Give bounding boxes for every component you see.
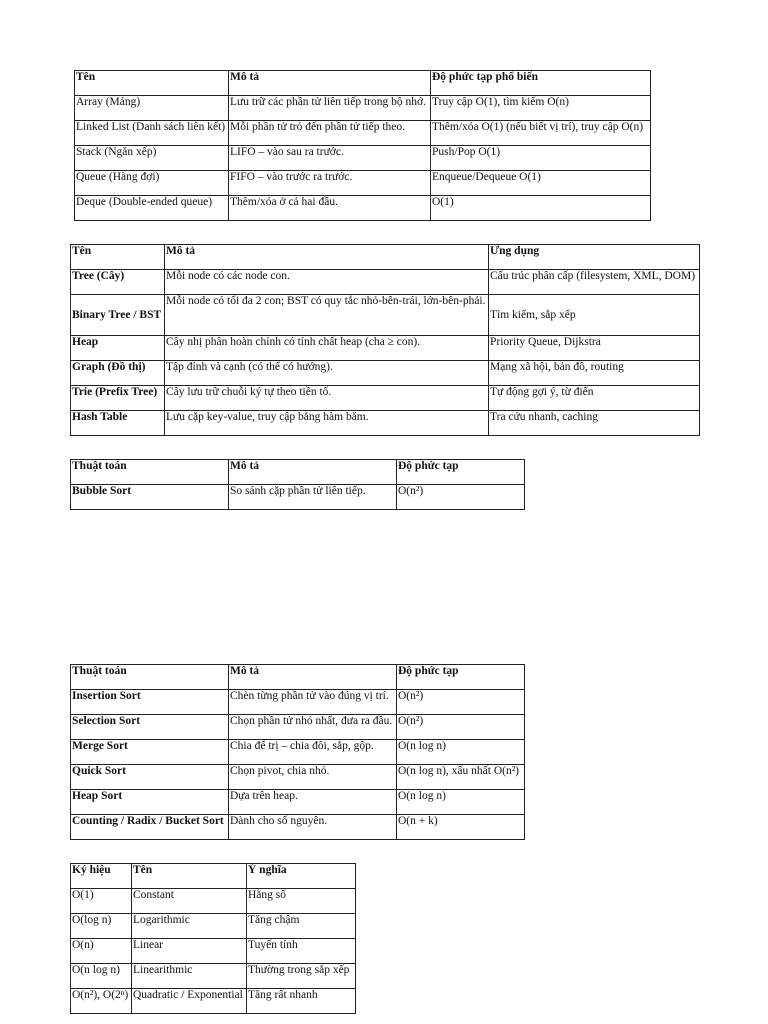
table-cell: Linearithmic: [132, 964, 247, 989]
table-cell: Push/Pop O(1): [431, 146, 651, 171]
header-cell: Tên: [132, 864, 247, 889]
table-cell: Linked List (Danh sách liên kết): [75, 121, 229, 146]
table-cell: Priority Queue, Dijkstra: [489, 336, 700, 361]
table-row: [75, 196, 651, 221]
table-cell: Cây lưu trữ chuỗi ký tự theo tiền tố.: [165, 386, 489, 411]
table-cell: Hash Table: [71, 411, 165, 436]
header-cell: Mô tả: [165, 245, 489, 270]
complexity-notation-table: [70, 863, 356, 1014]
table-cell: Graph (Đồ thị): [71, 361, 165, 386]
table-row: [71, 939, 356, 964]
table-row: [71, 989, 356, 1014]
table-cell: Mỗi phần tử trỏ đến phần tử tiếp theo.: [229, 121, 431, 146]
table-row: [71, 964, 356, 989]
header-cell: Ký hiệu: [71, 864, 132, 889]
table-cell: Thêm/xóa O(1) (nếu biết vị trí), truy cập O(n): [431, 121, 651, 146]
table-row: [71, 485, 525, 510]
header-cell: Ứng dụng: [489, 245, 700, 270]
table-cell: O(n²): [397, 715, 525, 740]
table-cell: Lưu cặp key-value, truy cập bằng hàm băm.: [165, 411, 489, 436]
table-row: [71, 690, 525, 715]
table-cell: Trie (Prefix Tree): [71, 386, 165, 411]
table-row: [71, 336, 700, 361]
header-cell: Độ phức tạp: [397, 460, 525, 485]
table-cell: O(n): [71, 939, 132, 964]
table-cell: Merge Sort: [71, 740, 229, 765]
table-cell: Quick Sort: [71, 765, 229, 790]
table-header-row: [71, 460, 525, 485]
table-row: [71, 815, 525, 840]
data-structures-table: [74, 70, 651, 221]
table-cell: Binary Tree / BST: [71, 295, 165, 336]
table-cell: Bubble Sort: [71, 485, 229, 510]
table-row: [71, 295, 700, 336]
table-cell: Array (Mảng): [75, 96, 229, 121]
table-cell: Mỗi node có tối đa 2 con; BST có quy tắc nhỏ-bên-trái, lớn-bên-phải.: [165, 295, 489, 336]
table-row: [71, 889, 356, 914]
header-cell: Độ phức tạp: [397, 665, 525, 690]
table-cell: O(log n): [71, 914, 132, 939]
table-cell: Tree (Cây): [71, 270, 165, 295]
table-row: [71, 270, 700, 295]
table-row: [71, 914, 356, 939]
table-cell: Tự động gợi ý, từ điển: [489, 386, 700, 411]
table-row: [71, 715, 525, 740]
table-row: [71, 361, 700, 386]
header-cell: Ý nghĩa: [247, 864, 356, 889]
table-cell: O(n + k): [397, 815, 525, 840]
bubble-sort-table: [70, 459, 525, 510]
table-cell: Thường trong sắp xếp: [247, 964, 356, 989]
table-cell: O(n log n): [397, 740, 525, 765]
table-cell: Tuyến tính: [247, 939, 356, 964]
table-cell: O(n log n): [397, 790, 525, 815]
table-row: [75, 121, 651, 146]
table-cell: FIFO – vào trước ra trước.: [229, 171, 431, 196]
table-cell: Heap: [71, 336, 165, 361]
table-cell: Insertion Sort: [71, 690, 229, 715]
table-cell: Queue (Hàng đợi): [75, 171, 229, 196]
table-cell: Dành cho số nguyên.: [229, 815, 397, 840]
table-row: [71, 765, 525, 790]
table-cell: Tìm kiếm, sắp xếp: [489, 295, 700, 336]
table-row: [71, 386, 700, 411]
header-cell: Độ phức tạp phổ biến: [431, 71, 651, 96]
table-cell: Stack (Ngăn xếp): [75, 146, 229, 171]
table-cell: Dựa trên heap.: [229, 790, 397, 815]
table-header-row: [71, 665, 525, 690]
header-cell: Tên: [75, 71, 229, 96]
table-cell: Tăng chậm: [247, 914, 356, 939]
header-cell: Thuật toán: [71, 665, 229, 690]
table-cell: Lưu trữ các phần tử liên tiếp trong bộ nhớ.: [229, 96, 431, 121]
table-cell: Mạng xã hội, bản đồ, routing: [489, 361, 700, 386]
table-row: [75, 146, 651, 171]
header-cell: Mô tả: [229, 460, 397, 485]
table-row: [75, 96, 651, 121]
table-cell: Cấu trúc phân cấp (filesystem, XML, DOM): [489, 270, 700, 295]
header-cell: Mô tả: [229, 71, 431, 96]
table-cell: Deque (Double-ended queue): [75, 196, 229, 221]
sorting-algorithms-table: [70, 664, 525, 840]
table-cell: Chọn phần tử nhỏ nhất, đưa ra đầu.: [229, 715, 397, 740]
table-cell: Hằng số: [247, 889, 356, 914]
table-cell: So sánh cặp phần tử liên tiếp.: [229, 485, 397, 510]
table-cell: Selection Sort: [71, 715, 229, 740]
table-cell: Truy cập O(1), tìm kiếm O(n): [431, 96, 651, 121]
table-header-row: [75, 71, 651, 96]
table-cell: Linear: [132, 939, 247, 964]
table-cell: O(n log n), xấu nhất O(n²): [397, 765, 525, 790]
table-cell: O(1): [71, 889, 132, 914]
table-cell: Quadratic / Exponential: [132, 989, 247, 1014]
table-cell: O(1): [431, 196, 651, 221]
table-row: [71, 411, 700, 436]
table-cell: Thêm/xóa ở cả hai đầu.: [229, 196, 431, 221]
table-cell: O(n log n): [71, 964, 132, 989]
table-header-row: [71, 245, 700, 270]
table-cell: Enqueue/Dequeue O(1): [431, 171, 651, 196]
table-cell: Tập đỉnh và cạnh (có thể có hướng).: [165, 361, 489, 386]
table-cell: Chèn từng phần tử vào đúng vị trí.: [229, 690, 397, 715]
table-cell: Counting / Radix / Bucket Sort: [71, 815, 229, 840]
table-cell: Chọn pivot, chia nhỏ.: [229, 765, 397, 790]
advanced-structures-table: [70, 244, 700, 436]
header-cell: Thuật toán: [71, 460, 229, 485]
table-cell: Heap Sort: [71, 790, 229, 815]
table-cell: LIFO – vào sau ra trước.: [229, 146, 431, 171]
table-cell: Cây nhị phân hoàn chỉnh có tính chất heap (cha ≥ con).: [165, 336, 489, 361]
table-cell: Mỗi node có các node con.: [165, 270, 489, 295]
table-cell: O(n²): [397, 690, 525, 715]
table-cell: Tra cứu nhanh, caching: [489, 411, 700, 436]
table-row: [71, 790, 525, 815]
header-cell: Tên: [71, 245, 165, 270]
table-cell: Constant: [132, 889, 247, 914]
table-row: [75, 171, 651, 196]
table-cell: Tăng rất nhanh: [247, 989, 356, 1014]
table-cell: O(n²), O(2ⁿ): [71, 989, 132, 1014]
table-cell: Logarithmic: [132, 914, 247, 939]
table-cell: O(n²): [397, 485, 525, 510]
header-cell: Mô tả: [229, 665, 397, 690]
table-cell: Chia để trị – chia đôi, sắp, gộp.: [229, 740, 397, 765]
table-header-row: [71, 864, 356, 889]
table-row: [71, 740, 525, 765]
